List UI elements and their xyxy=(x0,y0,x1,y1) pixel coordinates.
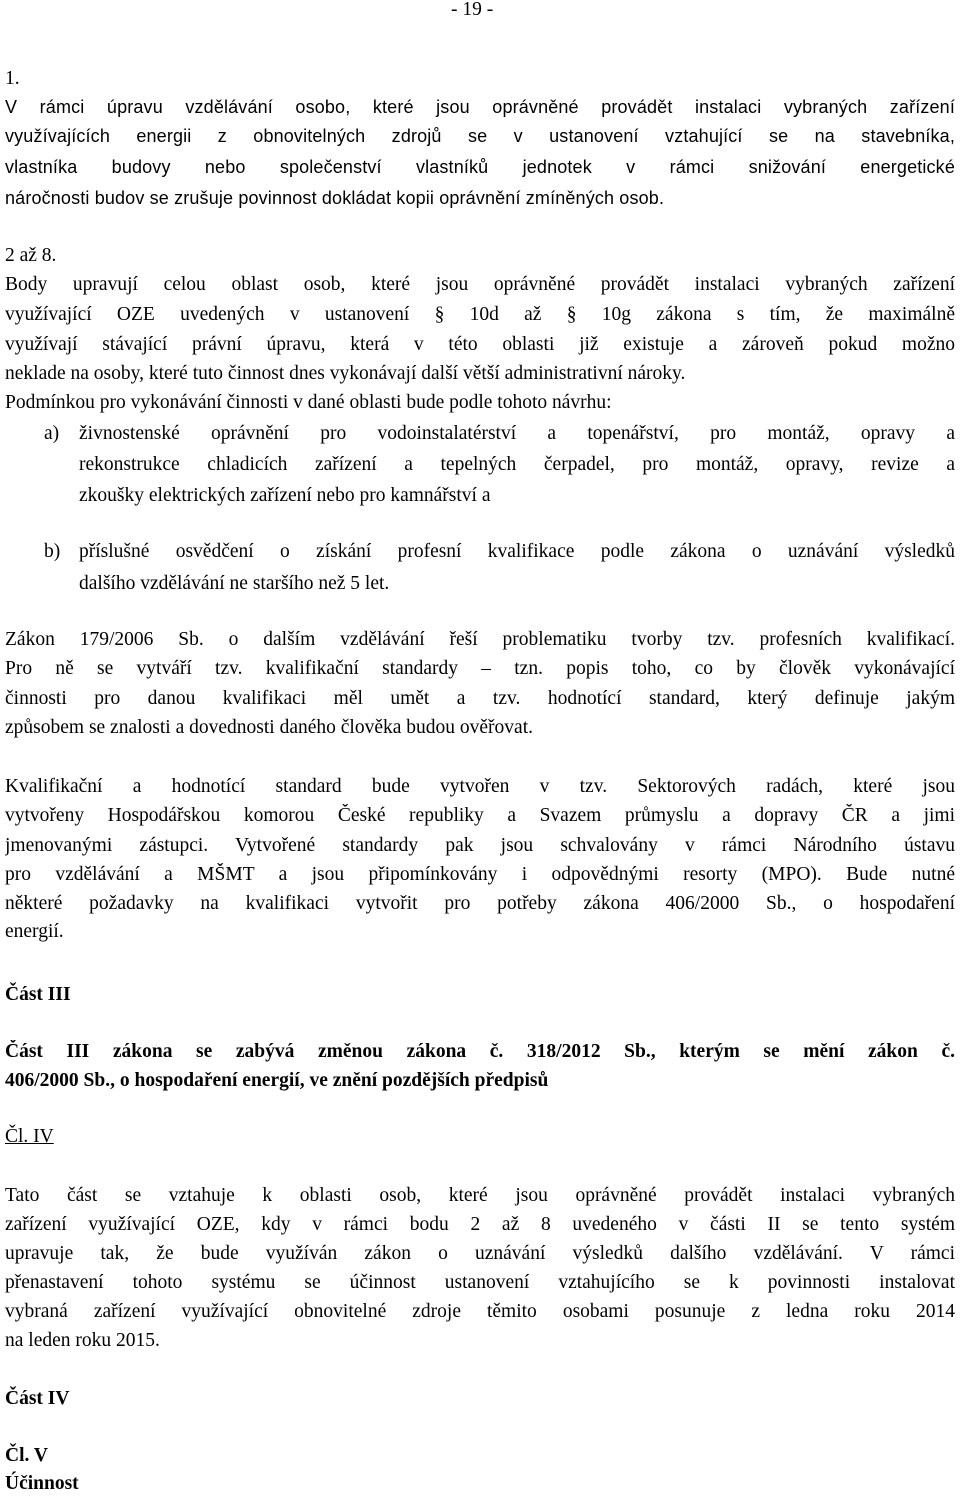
list-item-a-line: živnostenské oprávnění pro vodoinstalatérství a topenářství, pro montáž, opravy a xyxy=(79,423,955,444)
list-label-b: b) xyxy=(44,541,61,562)
section-heading-cast-4: Část IV xyxy=(5,1388,70,1409)
point1-line: náročnosti budov se zrušuje povinnost dokládat kopii oprávnění zmíněných osob. xyxy=(5,188,665,208)
points-line: Body upravují celou oblast osob, které jsou oprávněné provádět instalaci vybraných zařízení xyxy=(5,274,955,295)
paragraph-line: způsobem se znalosti a dovednosti daného člověka budou ověřovat. xyxy=(5,717,533,738)
paragraph-line: energií. xyxy=(5,921,64,942)
article-heading-cl-5: Čl. V xyxy=(5,1445,48,1466)
article-heading-cl-4: Čl. IV xyxy=(5,1126,54,1147)
point-number-2-8: 2 až 8. xyxy=(5,245,57,266)
point1-line: V rámci úpravu vzdělávání osobo, které jsou oprávněné provádět instalaci vybraných zařízení xyxy=(5,97,955,117)
list-item-b-line: příslušné osvědčení o získání profesní kvalifikace podle zákona o uznávání výsledků xyxy=(79,541,955,562)
points-line: Podmínkou pro vykonávání činnosti v dané oblasti bude podle tohoto návrhu: xyxy=(5,392,612,413)
article-title-ucinnost: Účinnost xyxy=(5,1473,79,1494)
paragraph-line: Pro ně se vytváří tzv. kvalifikační standardy – tzn. popis toho, co by člověk vykonávající xyxy=(5,658,955,679)
article-line: vybraná zařízení využívající obnovitelné zdroje těmito osobami posunuje z ledna roku 2014 xyxy=(5,1301,955,1322)
list-label-a: a) xyxy=(44,423,60,444)
article-line: upravuje tak, že bude využíván zákon o uznávání výsledků dalšího vzdělávání. V rámci xyxy=(5,1243,955,1264)
section-heading-cast-3: Část III xyxy=(5,984,71,1005)
point1-line: využívajících energii z obnovitelných zdrojů se v ustanovení vztahující se na stavebníka, xyxy=(5,126,955,146)
points-line: neklade na osoby, které tuto činnost dnes vykonávají další větší administrativní nároky. xyxy=(5,363,686,384)
paragraph-line: vytvořeny Hospodářskou komorou České republiky a Svazem průmyslu a dopravy ČR a jimi xyxy=(5,805,955,826)
article-line: zařízení využívající OZE, kdy v rámci bodu 2 až 8 uvedeného v části II se tento systém xyxy=(5,1214,955,1235)
points-line: využívající OZE uvedených v ustanovení § 10d až § 10g zákona s tím, že maximálně xyxy=(5,304,955,325)
article-line: na leden roku 2015. xyxy=(5,1330,160,1351)
paragraph-line: činnosti pro danou kvalifikaci měl umět a tzv. hodnotící standard, který definuje jakým xyxy=(5,688,955,709)
points-line: využívají stávající právní úpravu, která v této oblasti již existuje a zároveň pokud možno xyxy=(5,334,955,355)
list-item-b-line: dalšího vzdělávání ne staršího než 5 let. xyxy=(79,573,390,594)
paragraph-line: pro vzdělávání a MŠMT a jsou připomínkovány i odpovědnými resorty (MPO). Bude nutné xyxy=(5,864,955,885)
section-summary-line: 406/2000 Sb., o hospodaření energií, ve znění pozdějších předpisů xyxy=(5,1070,549,1091)
section-summary-line: Část III zákona se zabývá změnou zákona č. 318/2012 Sb., kterým se mění zákon č. xyxy=(5,1041,955,1062)
point-number-1: 1. xyxy=(5,68,20,89)
paragraph-line: Zákon 179/2006 Sb. o dalším vzdělávání řeší problematiku tvorby tzv. profesních kvalifikací. xyxy=(5,629,955,650)
point1-line: vlastníka budovy nebo společenství vlastníků jednotek v rámci snižování energetické xyxy=(5,157,955,177)
article-line: přenastavení tohoto systému se účinnost ustanovení vztahujícího se k povinnosti instalovat xyxy=(5,1272,955,1293)
paragraph-line: jmenovanými zástupci. Vytvořené standardy pak jsou schvalovány v rámci Národního ústavu xyxy=(5,835,955,856)
list-item-a-line: zkoušky elektrických zařízení nebo pro kamnářství a xyxy=(79,485,491,506)
paragraph-line: Kvalifikační a hodnotící standard bude vytvořen v tzv. Sektorových radách, které jsou xyxy=(5,776,955,797)
list-item-a-line: rekonstrukce chladicích zařízení a tepelných čerpadel, pro montáž, opravy, revize a xyxy=(79,454,955,475)
article-line: Tato část se vztahuje k oblasti osob, které jsou oprávněné provádět instalaci vybraných xyxy=(5,1185,955,1206)
page-number: - 19 - xyxy=(451,0,494,20)
paragraph-line: některé požadavky na kvalifikaci vytvořit pro potřeby zákona 406/2000 Sb., o hospodaření xyxy=(5,893,955,914)
